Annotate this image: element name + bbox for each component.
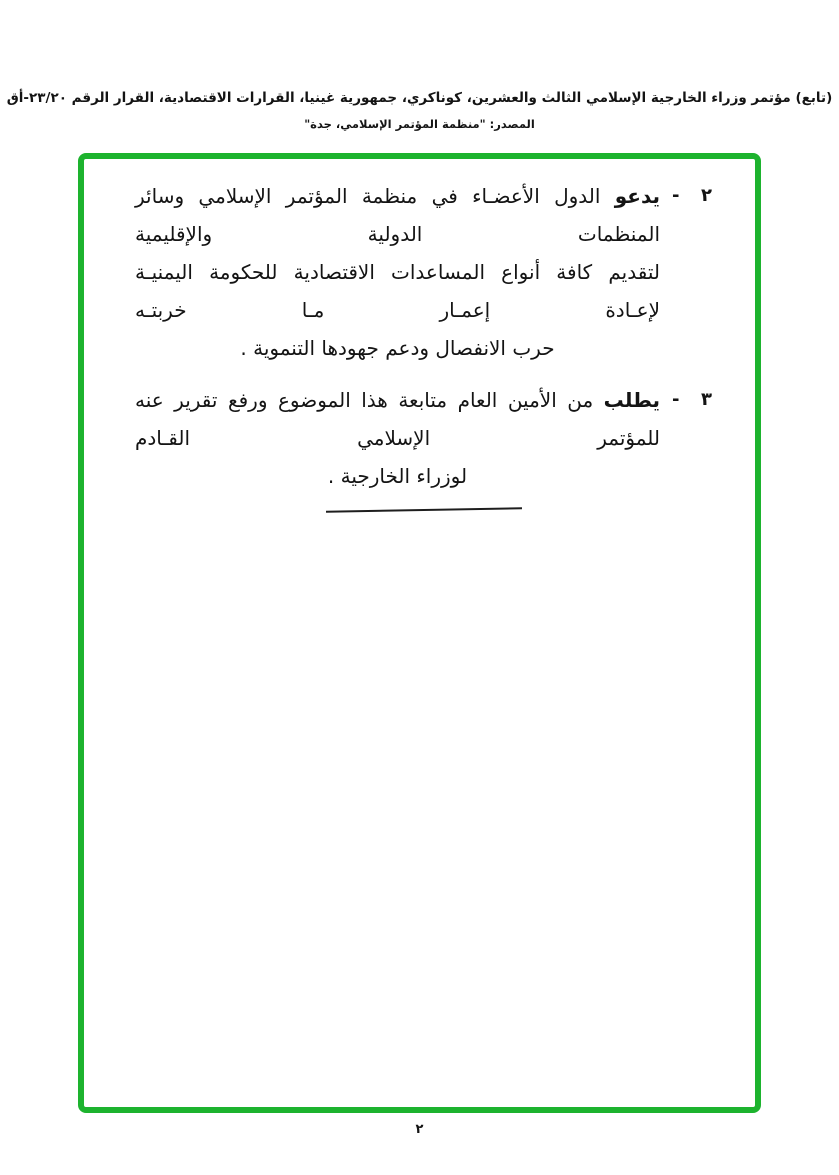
line-rest: من الأمين العام متابعة هذا الموضوع ورفع تقرير عنه للمؤتمر الإسلامي القـادم: [135, 388, 660, 450]
item-marker: [660, 177, 712, 367]
text-line: لوزراء الخارجية .: [327, 464, 468, 488]
resolution-item-2: [135, 177, 712, 367]
text-line: حرب الانفصال ودعم جهودها التنموية .: [240, 336, 555, 360]
header-title-line: (تابع) مؤتمر وزراء الخارجية الإسلامي الثالث والعشرين، كوناكري، جمهورية غينيا، القرارات الاقتصادية، القرار الرقم ٢٣/٢٠-أق: [6, 90, 833, 106]
text-line: [135, 177, 660, 253]
end-divider-line: [325, 507, 521, 512]
item-number: ٣: [701, 389, 712, 410]
document-header: [0, 0, 839, 132]
item-number: ٢: [701, 185, 712, 206]
item-text: [135, 177, 660, 367]
content-frame: [78, 153, 761, 1113]
header-source-line: المصدر: "منظمة المؤتمر الإسلامي، جدة": [304, 117, 535, 131]
lead-word: يطلب: [603, 388, 660, 412]
text-line: [135, 381, 660, 457]
item-text: [135, 381, 660, 495]
resolution-item-3: [135, 381, 712, 495]
lead-word: يدعو: [614, 184, 661, 208]
item-dash: -: [672, 185, 680, 206]
item-dash: -: [672, 389, 680, 410]
item-marker: [660, 381, 712, 495]
text-line: لتقديم كافة أنواع المساعدات الاقتصادية للحكومة اليمنيـة لإعـادة إعمـار مـا خربتـه: [135, 260, 660, 322]
page-number: ٢: [415, 1122, 424, 1137]
line-rest: الدول الأعضـاء في منظمة المؤتمر الإسلامي وسائر المنظمات الدولية والإقليمية: [135, 184, 660, 246]
